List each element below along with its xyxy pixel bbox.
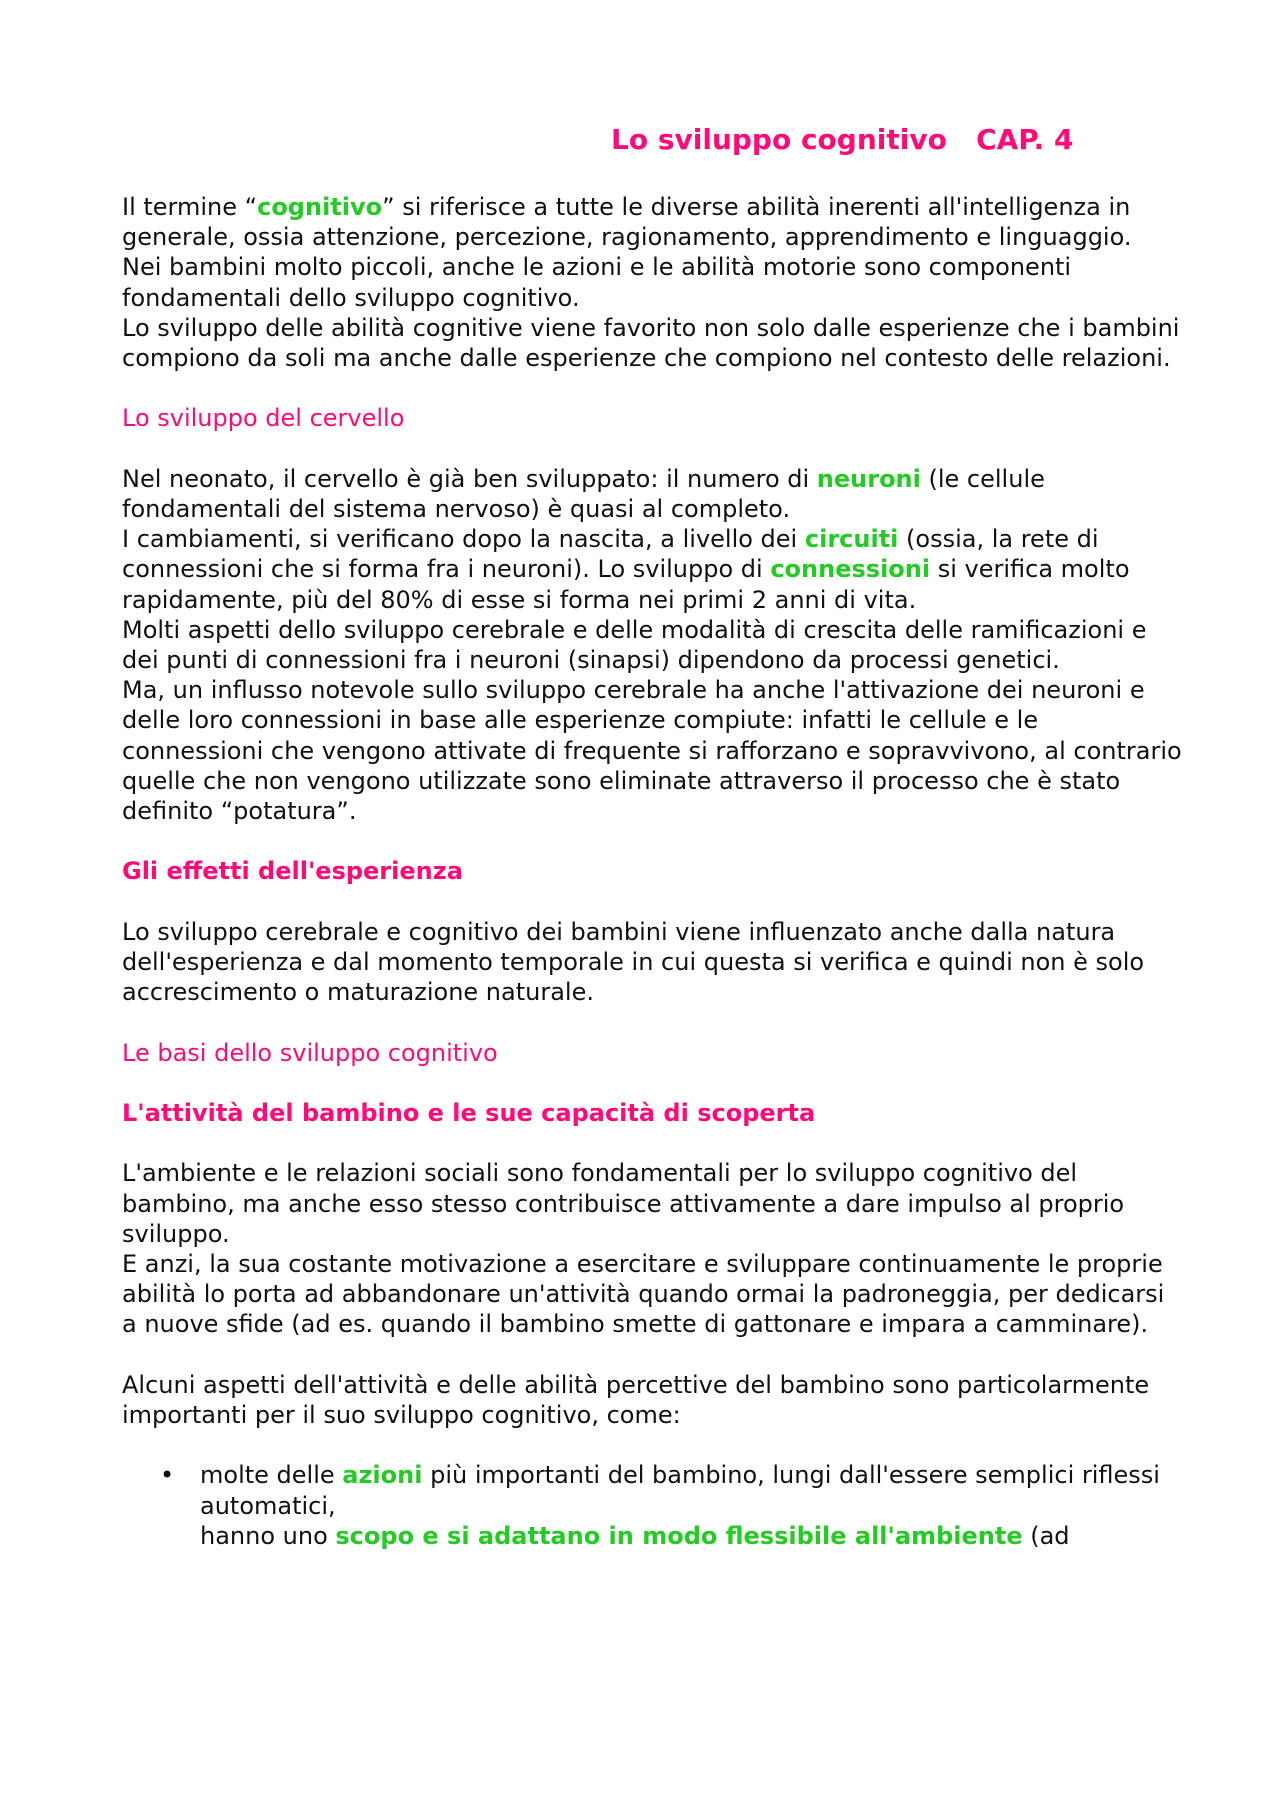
text-span: Nel neonato, il cervello è già ben sviluppato: il numero di [122, 464, 817, 493]
text-span: (ossia, la rete di connessioni che si forma fra i neuroni). Lo sviluppo di [122, 525, 1099, 584]
spacer [122, 1068, 1182, 1098]
bullet-icon: • [160, 1461, 175, 1490]
spacer [122, 887, 1182, 917]
keyword-neuroni: neuroni [816, 464, 921, 493]
keyword-cognitivo: cognitivo [257, 193, 383, 221]
text-span: Il termine “ [122, 193, 258, 221]
text-span: I cambiamenti, si verificano dopo la nascita, a livello dei [122, 525, 805, 554]
intro-paragraph-3: Lo sviluppo delle abilità cognitive viene favorito non solo dalle esperienze che i bambini compiono da soli ma anche dalle esperienze che compiono nel contesto delle relazioni. [122, 313, 1180, 373]
spacer [122, 1430, 1182, 1460]
section-heading-cervello: Lo sviluppo del cervello [122, 404, 405, 433]
keyword-connessioni: connessioni [770, 555, 931, 584]
spacer [122, 826, 1182, 856]
text-span: ” si riferisce a tutte le diverse abilità inerenti all'intelligenza in generale, ossia attenzione, percezione, ragionamento, apprendimento e linguaggio. [122, 193, 1132, 252]
text-span: (ad [1022, 1521, 1070, 1550]
cervello-paragraph-2 [122, 524, 1182, 615]
list-item-line-2 [200, 1521, 1182, 1551]
intro-paragraph-2: Nei bambini molto piccoli, anche le azioni e le abilità motorie sono componenti fondamentali dello sviluppo cognitivo. [122, 253, 1072, 312]
spacer [122, 1340, 1182, 1370]
page-title: Lo sviluppo cognitivo CAP. 4 [611, 123, 1074, 156]
attivita-paragraph-2: E anzi, la sua costante motivazione a esercitare e sviluppare continuamente le proprie abilità lo porta ad abbandonare un'attività quando ormai la padroneggia, per dedicarsi a nuove sfide (ad es. quando il bambino smette di gattonare e impara a camminare). [122, 1250, 1165, 1339]
keyword-azioni: azioni [342, 1461, 423, 1490]
attivita-paragraph-1: L'ambiente e le relazioni sociali sono fondamentali per lo sviluppo cognitivo del bambino, ma anche esso stesso contribuisce attivamente a dare impulso al proprio sviluppo. [122, 1159, 1125, 1248]
text-span: più importanti del bambino, lungi dall'essere semplici riflessi automatici, [200, 1461, 1160, 1520]
alcuni-paragraph: Alcuni aspetti dell'attività e delle abilità percettive del bambino sono particolarmente importanti per il suo sviluppo cognitivo, come: [122, 1370, 1150, 1429]
bullet-list [122, 1460, 1182, 1551]
section-heading-effetti: Gli effetti dell'esperienza [122, 857, 463, 886]
spacer [122, 434, 1182, 464]
text-span: (le cellule fondamentali del sistema nervoso) è quasi al completo. [122, 464, 1045, 523]
document-body [122, 192, 1182, 1551]
text-span: si verifica molto rapidamente, più del 80% di esse si forma nei primi 2 anni di vita. [122, 555, 1130, 614]
list-item-line-1 [200, 1460, 1182, 1520]
cervello-paragraph-3: Molti aspetti dello sviluppo cerebrale e delle modalità di crescita delle ramificazioni e dei punti di connessioni fra i neuroni (sinapsi) dipendono da processi genetici. [122, 615, 1147, 675]
keyword-circuiti: circuiti [804, 525, 899, 554]
intro-paragraph [122, 192, 1182, 252]
section-heading-basi: Le basi dello sviluppo cognitivo [122, 1038, 498, 1067]
text-span: molte delle [200, 1461, 343, 1490]
spacer [122, 1007, 1182, 1037]
keyword-scopo: scopo e si adattano in modo flessibile all'ambiente [335, 1521, 1023, 1550]
list-item [122, 1460, 1182, 1551]
spacer [122, 373, 1182, 403]
effetti-paragraph: Lo sviluppo cerebrale e cognitivo dei bambini viene influenzato anche dalla natura dell'esperienza e dal momento temporale in cui questa si verifica e quindi non è solo accrescimento o maturazione naturale. [122, 917, 1145, 1007]
cervello-paragraph-4: Ma, un influsso notevole sullo sviluppo cerebrale ha anche l'attivazione dei neuroni e delle loro connessioni in base alle esperienze compiute: infatti le cellule e le connessioni che vengono attivate di frequente si rafforzano e sopravvivono, al contrario quelle che non vengono utilizzate sono eliminate attraverso il processo che è stato definito “potatura”. [122, 676, 1182, 826]
section-heading-attivita: L'attività del bambino e le sue capacità di scoperta [122, 1099, 816, 1127]
spacer [122, 1128, 1182, 1158]
cervello-paragraph-1 [122, 464, 1182, 524]
text-span: hanno uno [200, 1521, 336, 1550]
